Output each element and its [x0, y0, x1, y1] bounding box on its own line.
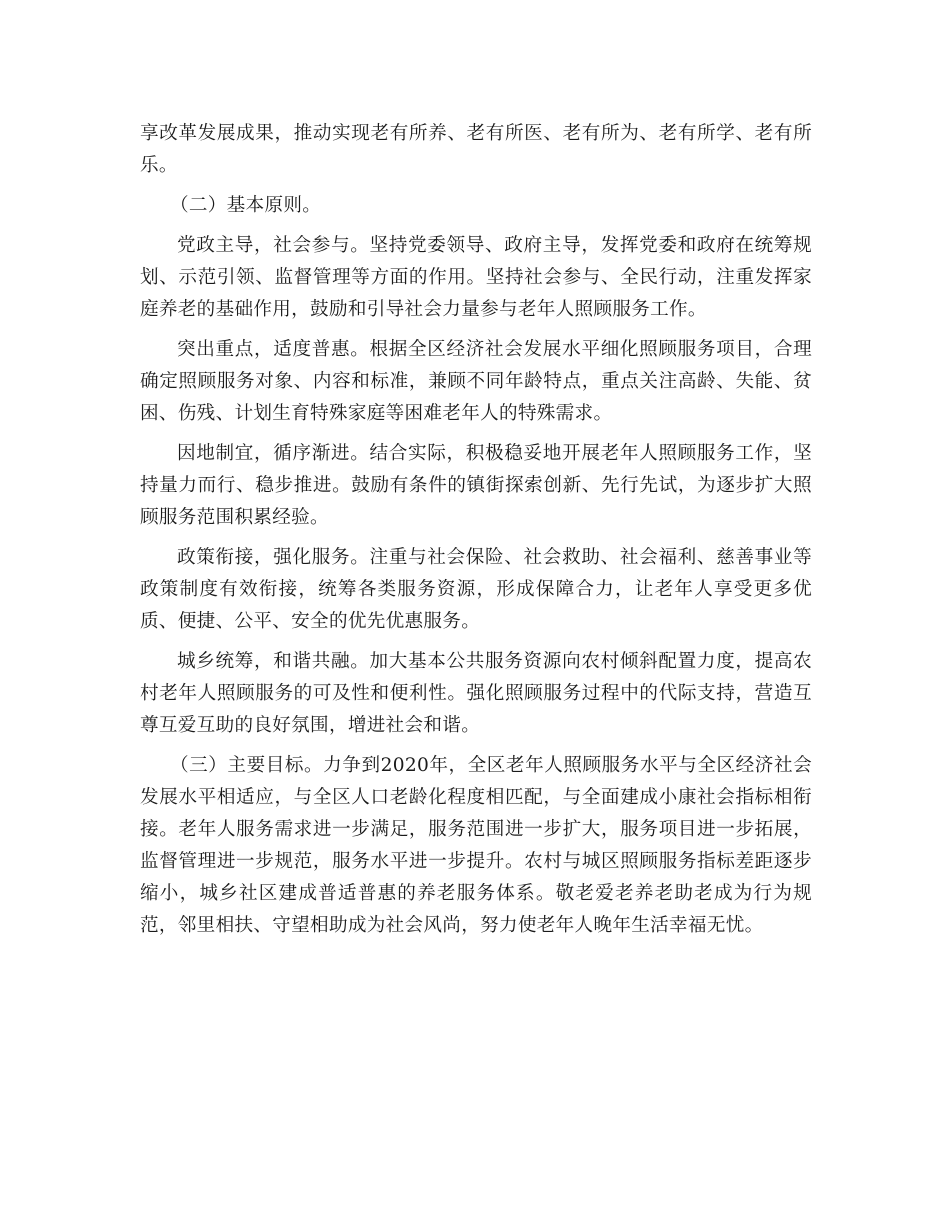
paragraph-principle-policy-connection: 政策衔接，强化服务。注重与社会保险、社会救助、社会福利、慈善事业等政策制度有效衔接，统筹各类服务资源，形成保障合力，让老年人享受更多优质、便捷、公平、安全的优先优惠服务。 — [140, 547, 812, 632]
paragraph-principle-key-points: 突出重点，适度普惠。根据全区经济社会发展水平细化照顾服务项目，合理确定照顾服务对象、内容和标准，兼顾不同年龄特点，重点关注高龄、失能、贫困、伤残、计划生育特殊家庭等困难老年人的特殊需求。 — [140, 339, 812, 424]
paragraph-principle-local-conditions: 因地制宜，循序渐进。结合实际，积极稳妥地开展老年人照顾服务工作，坚持量力而行、稳步推进。鼓励有条件的镇街探索创新、先行先试，为逐步扩大照顾服务范围积累经验。 — [140, 443, 812, 528]
paragraph-principle-urban-rural: 城乡统筹，和谐共融。加大基本公共服务资源向农村倾斜配置力度，提高农村老年人照顾服务的可及性和便利性。强化照顾服务过程中的代际支持，营造互尊互爱互助的良好氛围，增进社会和谐。 — [140, 651, 812, 736]
paragraph-main-goals: （三）主要目标。力争到2020年，全区老年人照顾服务水平与全区经济社会发展水平相适应，与全区人口老龄化程度相匹配，与全面建成小康社会指标相衔接。老年人服务需求进一步满足，服务范围进一步扩大，服务项目进一步拓展，监督管理进一步规范，服务水平进一步提升。农村与城区照顾服务指标差距逐步缩小，城乡社区建成普适普惠的养老服务体系。敬老爱老养老助老成为行为规范，邻里相扶、守望相助成为社会风尚，努力使老年人晚年生活幸福无忧。 — [140, 755, 812, 936]
paragraph-continuation: 享改革发展成果，推动实现老有所养、老有所医、老有所为、老有所学、老有所乐。 — [140, 123, 812, 176]
paragraph-principle-party-leadership: 党政主导，社会参与。坚持党委领导、政府主导，发挥党委和政府在统筹规划、示范引领、监督管理等方面的作用。坚持社会参与、全民行动，注重发挥家庭养老的基础作用，鼓励和引导社会力量参与老年人照顾服务工作。 — [140, 235, 812, 320]
document-page — [140, 118, 812, 950]
section-heading-basic-principles: （二）基本原则。 — [170, 195, 322, 216]
